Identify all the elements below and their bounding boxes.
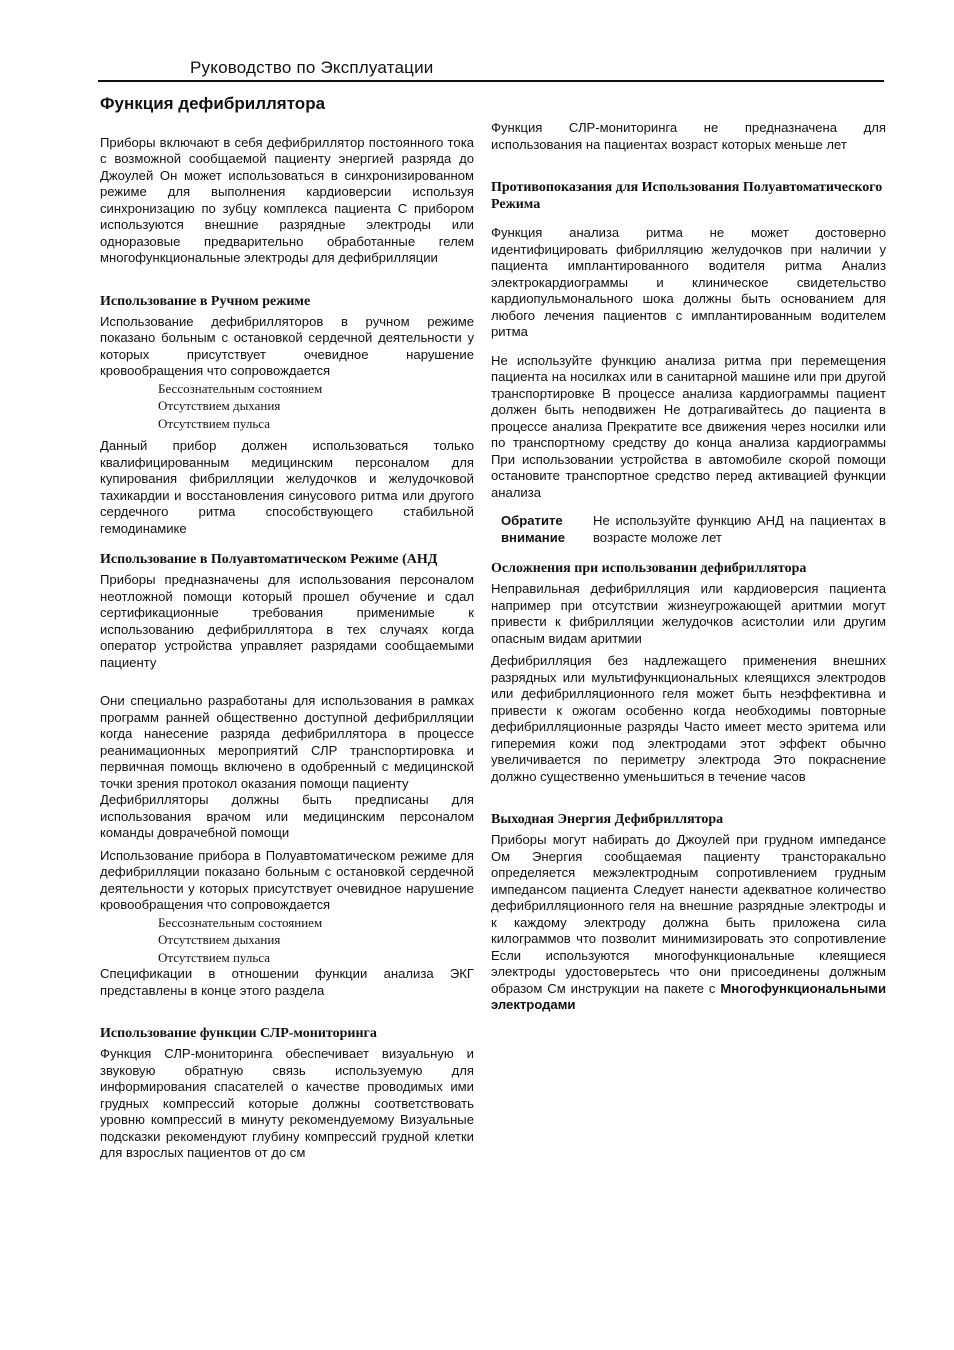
left-column (100, 96, 474, 1162)
aed-symptom-item: Отсутствием пульса (158, 949, 270, 965)
page-title: Функция дефибриллятора (100, 94, 326, 113)
header-rule (98, 80, 884, 82)
contra-paragraph-2: Не используйте функцию анализа ритма при перемещения пациента на носилках или в санитарной машине или при другой транспортировке В процессе анализа кардиограммы пациент должен быть неподвижен Не дотрагивайтесь до пациента в процессе анализа Прекратите все движения через носилки или по транспортному средству до конца анализа кардиограммы При использовании устройства в автомобиле скорой помощи остановите транспортное средство перед активацией функции анализа (491, 352, 886, 500)
section-heading-cpr: Использование функции СЛР-мониторинга (100, 1026, 377, 1041)
aed-paragraph-4: Использование прибора в Полуавтоматическом режиме для дефибрилляции показано больным с остановкой сердечной деятельности у которых присутствует очевидное нарушение кровообращения что сопровождается (100, 847, 474, 912)
intro-paragraph: Приборы включают в себя дефибриллятор постоянного тока с возможной сообщаемой пациенту энергией разряда до Джоулей Он может использоваться в синхронизированном режиме для выполнения кардиоверсии используя синхронизацию по зубцу комплекса пациента С прибором используются внешние разрядные электроды или одноразовые предварительно обработанные гелем многофункциональные электроды для дефибрилляции (100, 134, 474, 265)
output-energy-bold-tail: Многофункциональными электродами (491, 980, 886, 1012)
manual-symptom-item: Отсутствием пульса (158, 415, 270, 431)
aed-paragraph-3: Дефибрилляторы должны быть предписаны для использования врачом или медицинским персоналом команды доврачебной помощи (100, 792, 474, 840)
section-heading-aed: Использование в Полуавтоматическом Режиме (АНД (100, 552, 438, 567)
manual-after-paragraph: Данный прибор должен использоваться только квалифицированным медицинским персоналом для купирования фибрилляции желудочков и желудочковой тахикардии и восстановления синусового ритма или другого сердечного ритма способствующего стабильной гемодинамике (100, 438, 474, 536)
output-energy-paragraph (491, 832, 886, 1014)
aed-symptom-item: Отсутствием дыхания (158, 932, 281, 947)
aed-symptom-item: Бессознательным состоянием (158, 914, 323, 930)
manual-symptom-item: Отсутствием дыхания (158, 398, 281, 413)
complications-paragraph-1: Неправильная дефибрилляция или кардиоверсия пациента например при отсутствии жизнеугрожающей аритмии могут привести к фибрилляции желудочков асистолии или другим опасным видам аритмии (491, 581, 886, 646)
attention-note-text: Не используйте функцию АНД на пациентах в возрасте моложе лет (593, 513, 886, 545)
section-heading-complications: Осложнения при использовании дефибриллятора (491, 561, 807, 576)
attention-note (491, 513, 886, 546)
section-heading-manual: Использование в Ручном режиме (100, 293, 311, 309)
cpr-limit-paragraph: Функция СЛР-мониторинга не предназначена для использования на пациентах возраст которых меньше лет (491, 120, 886, 152)
aed-paragraph-1: Приборы предназначены для использования персоналом неотложной помощи который прошел обучение и сдал сертификационные требования применимые к использованию дефибриллятора в тех случаях когда оператор устройства управляет разрядами сообщаемыми пациенту (100, 572, 474, 670)
aed-paragraph-5: Спецификации в отношении функции анализа ЭКГ представлены в конце этого раздела (100, 966, 474, 998)
output-energy-text: Приборы могут набирать до Джоулей при грудном импедансе Ом Энергия сообщаемая пациенту трансторакально определяется межэлектродным сопротивлением грудным импедансом пациента Следует нанести адекватное количество дефибрилляционного геля на внешние разрядные электроды и к каждому электроду должна быть приложена сила килограммов что позволит минимизировать это сопротивление Если используются многофункциональные клеящиеся электроды удостоверьтесь что они присоединены должным образом См инструкции на пакете с (491, 832, 886, 996)
section-heading-output-energy: Выходная Энергия Дефибриллятора (491, 812, 724, 827)
contra-paragraph-1: Функция анализа ритма не может достоверно идентифицировать фибрилляцию желудочков при наличии у пациента имплантированного водителя ритма Анализ электрокардиограммы и клиническое свидетельство кардиопульмонального шока должны быть основанием для любого лечения пациентов с имплантированным водителем ритма (491, 225, 886, 339)
attention-note-label: Обратите внимание (501, 513, 566, 545)
manual-paragraph: Использование дефибрилляторов в ручном режиме показано больным с остановкой сердечной деятельности у которых присутствует очевидное нарушение кровообращения что сопровождается (100, 313, 474, 378)
manual-symptom-item: Бессознательным состоянием (158, 380, 323, 396)
cpr-paragraph: Функция СЛР-мониторинга обеспечивает визуальную и звуковую обратную связь используемую для информирования спасателей о качестве проводимых ими грудных компрессий которые должны соответствовать уровню компрессий в минуту рекомендуемому Визуальные подсказки рекомендуют глубину компрессий грудной клетки для взрослых пациентов от до см (100, 1046, 474, 1160)
aed-paragraph-2: Они специально разработаны для использования в рамках программ ранней общественно доступной дефибрилляции когда нанесение разряда дефибриллятора в процессе реанимационных мероприятий СЛР транспортировка и первичная помощь включено в одобренный с медицинской точки зрения протокол оказания помощи пациенту (100, 693, 474, 791)
section-heading-contraindications: Противопоказания для Использования Полуавтоматического Режима (491, 180, 883, 212)
right-column (491, 120, 886, 1014)
running-header: Руководство по Эксплуатации (190, 58, 434, 77)
complications-paragraph-2: Дефибрилляция без надлежащего применения внешних разрядных или мультифункциональных клеящихся электродов или дефибрилляционного геля может быть неэффективна и привести к ожогам особенно когда необходимы повторные дефибрилляционные разряды Часто имеет место эритема или гиперемия кожи под электродами этот эффект обычно увеличивается по периметру электрода Это покраснение должно существенно уменьшиться в течение часов (491, 653, 886, 784)
